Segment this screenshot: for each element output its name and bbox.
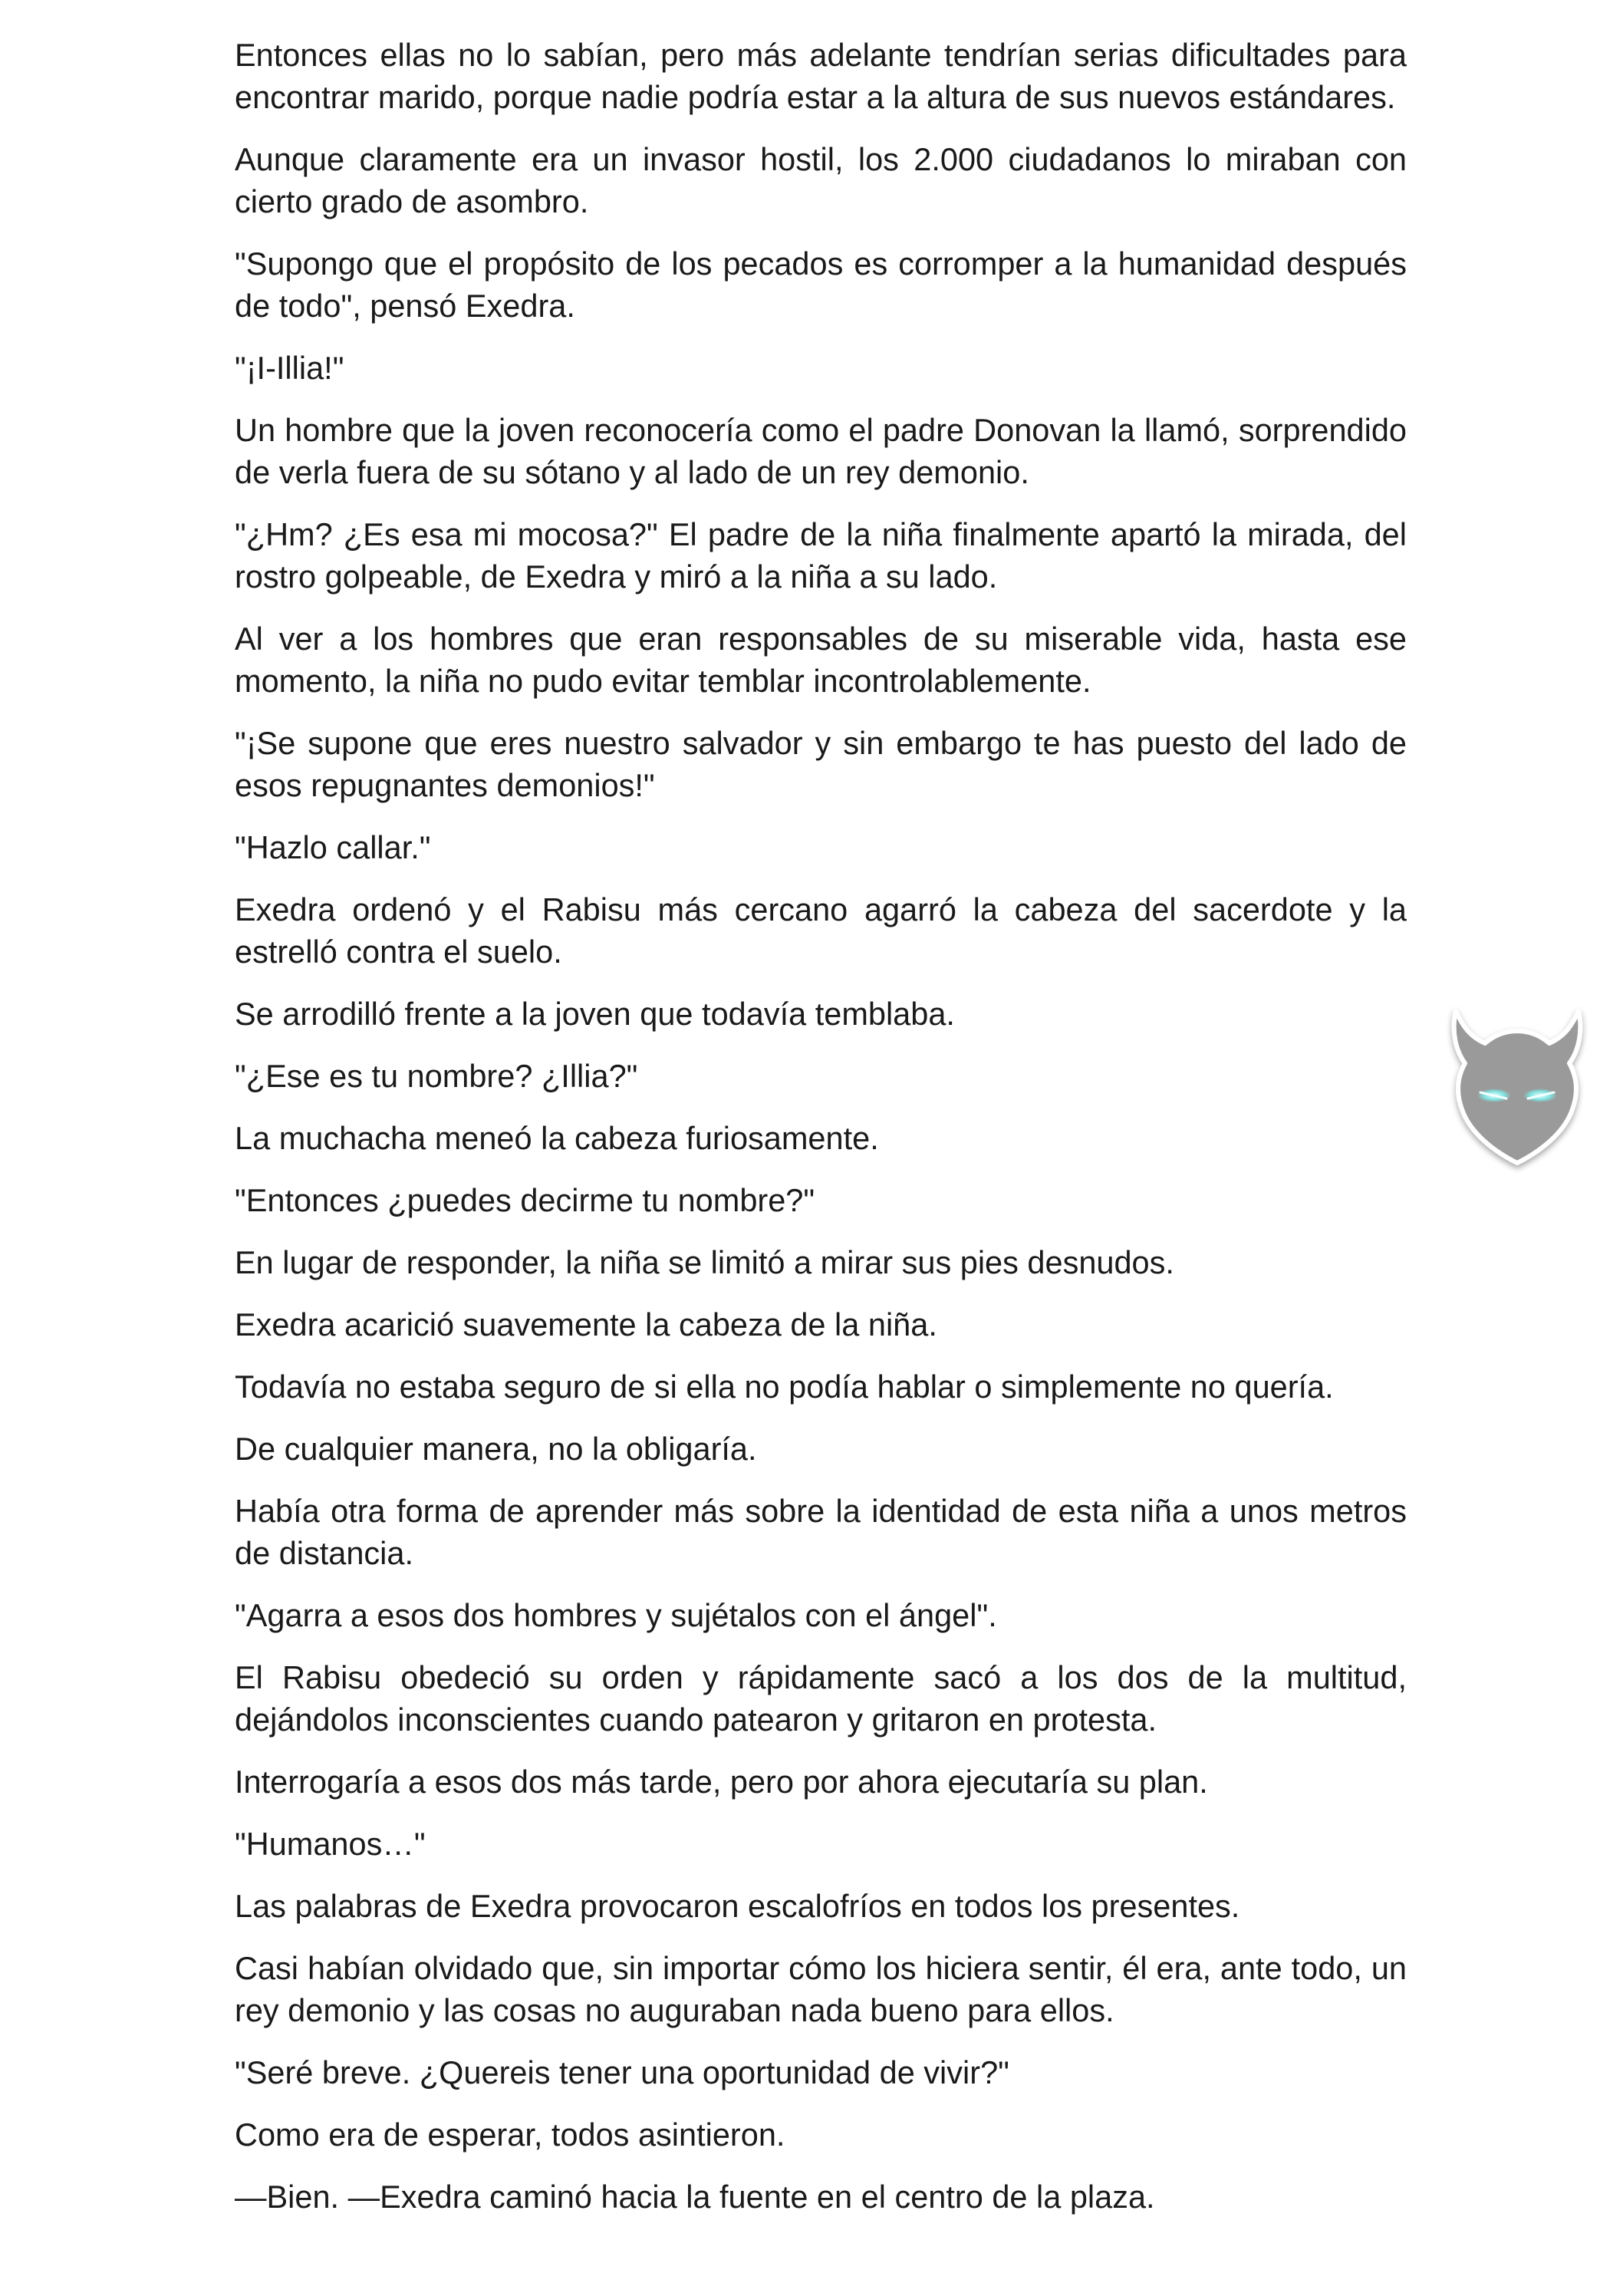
paragraph-27: Como era de esperar, todos asintieron.	[235, 2116, 785, 2153]
paragraph-26: "Seré breve. ¿Quereis tener una oportunidad de vivir?"	[235, 2054, 1009, 2090]
demon-head-icon	[1440, 997, 1594, 1175]
paragraph-2: Aunque claramente era un invasor hostil, los 2.000 ciudadanos lo miraban con cierto grado de asombro.	[235, 141, 1407, 219]
paragraph-6: "¿Hm? ¿Es esa mi mocosa?" El padre de la niña finalmente apartó la mirada, del rostro golpeable, de Exedra y miró a la niña a su lado.	[235, 516, 1407, 595]
paragraph-3: "Supongo que el propósito de los pecados es corromper a la humanidad después de todo", pensó Exedra.	[235, 245, 1407, 324]
paragraph-11: Se arrodilló frente a la joven que todavía temblaba.	[235, 996, 955, 1032]
paragraph-5: Un hombre que la joven reconocería como el padre Donovan la llamó, sorprendido de verla fuera de su sótano y al lado de un rey demonio.	[235, 412, 1407, 490]
document-body	[235, 34, 1407, 2238]
paragraph-21: El Rabisu obedeció su orden y rápidamente sacó a los dos de la multitud, dejándolos inconscientes cuando patearon y gritaron en protesta.	[235, 1659, 1407, 1738]
paragraph-15: En lugar de responder, la niña se limitó a mirar sus pies desnudos.	[235, 1244, 1174, 1280]
paragraph-22: Interrogaría a esos dos más tarde, pero por ahora ejecutaría su plan.	[235, 1764, 1208, 1800]
paragraph-12: "¿Ese es tu nombre? ¿Illia?"	[235, 1058, 638, 1094]
paragraph-14: "Entonces ¿puedes decirme tu nombre?"	[235, 1182, 815, 1218]
paragraph-4: "¡I-Illia!"	[235, 350, 344, 386]
paragraph-17: Todavía no estaba seguro de si ella no podía hablar o simplemente no quería.	[235, 1369, 1334, 1405]
paragraph-19: Había otra forma de aprender más sobre la identidad de esta niña a unos metros de distancia.	[235, 1493, 1407, 1571]
paragraph-28: —Bien. —Exedra caminó hacia la fuente en el centro de la plaza.	[235, 2179, 1155, 2215]
paragraph-7: Al ver a los hombres que eran responsables de su miserable vida, hasta ese momento, la niña no pudo evitar temblar incontrolablemente.	[235, 621, 1407, 699]
paragraph-13: La muchacha meneó la cabeza furiosamente.	[235, 1120, 879, 1156]
paragraph-24: Las palabras de Exedra provocaron escalofríos en todos los presentes.	[235, 1888, 1240, 1924]
paragraph-20: "Agarra a esos dos hombres y sujétalos con el ángel".	[235, 1597, 997, 1633]
paragraph-8: "¡Se supone que eres nuestro salvador y sin embargo te has puesto del lado de esos repugnantes demonios!"	[235, 725, 1407, 803]
paragraph-10: Exedra ordenó y el Rabisu más cercano agarró la cabeza del sacerdote y la estrelló contra el suelo.	[235, 891, 1407, 970]
paragraph-25: Casi habían olvidado que, sin importar cómo los hiciera sentir, él era, ante todo, un rey demonio y las cosas no auguraban nada bueno para ellos.	[235, 1950, 1407, 2028]
paragraph-16: Exedra acarició suavemente la cabeza de la niña.	[235, 1306, 937, 1342]
paragraph-23: "Humanos…"	[235, 1826, 426, 1862]
paragraph-9: "Hazlo callar."	[235, 829, 431, 865]
paragraph-18: De cualquier manera, no la obligaría.	[235, 1431, 757, 1467]
paragraph-1: Entonces ellas no lo sabían, pero más adelante tendrían serias dificultades para encontrar marido, porque nadie podría estar a la altura de sus nuevos estándares.	[235, 37, 1407, 115]
